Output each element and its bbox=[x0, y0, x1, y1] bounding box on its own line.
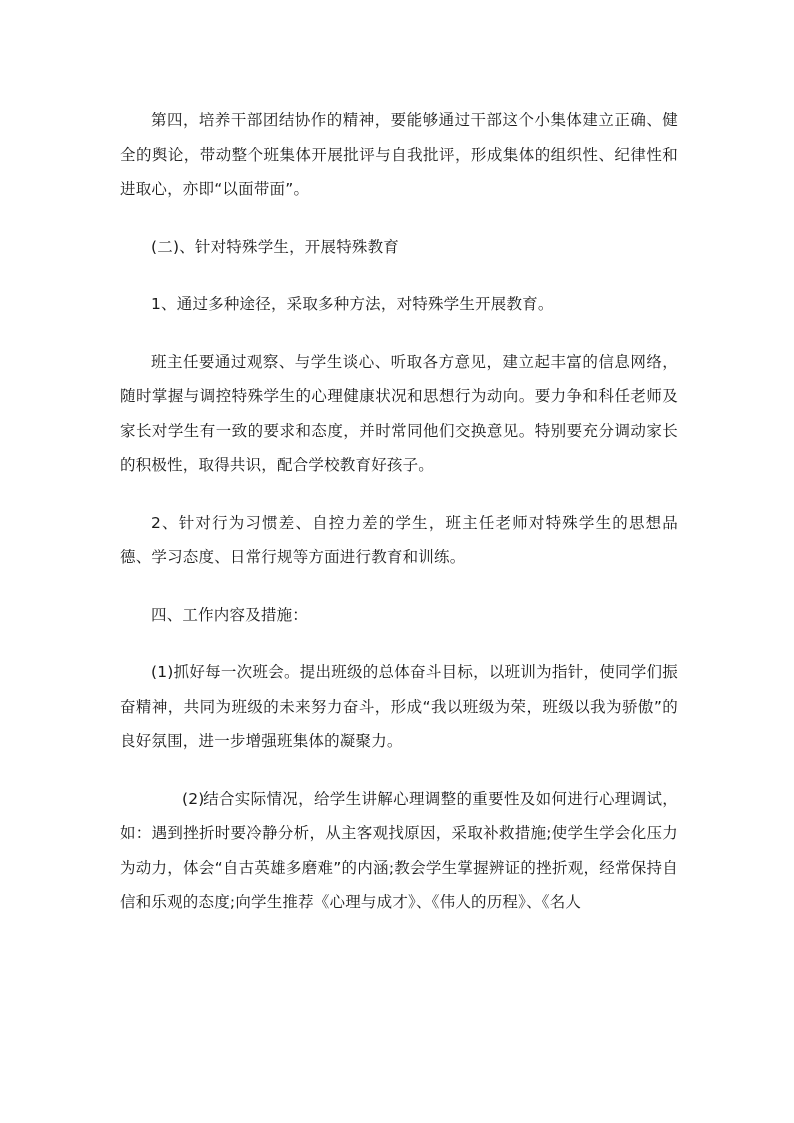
paragraph-gap bbox=[120, 759, 678, 782]
paragraph-gap bbox=[120, 207, 678, 230]
item-number-2: (2) bbox=[182, 789, 205, 808]
document-body bbox=[120, 103, 678, 920]
paragraph-psychology-adjustment bbox=[120, 782, 678, 920]
section-heading-work-content: 四、工作内容及措施： bbox=[151, 605, 309, 624]
paragraph-gap bbox=[120, 575, 678, 598]
paragraph-gap bbox=[120, 264, 678, 287]
paragraph-gap bbox=[120, 632, 678, 655]
paragraph-item-2: 2、针对行为习惯差、自控力差的学生，班主任老师对特殊学生的思想品德、学习态度、日常行规等方面进行教育和训练。 bbox=[120, 513, 678, 566]
paragraph-cadre-cooperation: 第四，培养干部团结协作的精神，要能够通过干部这个小集体建立正确、健全的舆论，带动整个班集体开展批评与自我批评，形成集体的组织性、纪律性和进取心，亦即“以面带面”。 bbox=[120, 111, 678, 198]
section-heading-special-students: (二)、针对特殊学生，开展特殊教育 bbox=[151, 237, 399, 256]
paragraph-gap bbox=[120, 322, 678, 345]
paragraph-head-teacher-info: 班主任要通过观察、与学生谈心、听取各方意见，建立起丰富的信息网络，随时掌握与调控特殊学生的心理健康状况和思想行为动向。要力争和科任老师及家长对学生有一致的要求和态度，并时常同他们交换意见。特别要充分调动家长的积极性，取得共识，配合学校教育好孩子。 bbox=[120, 352, 678, 474]
paragraph-class-meeting: (1)抓好每一次班会。提出班级的总体奋斗目标，以班训为指针，使同学们振奋精神，共同为班级的未来努力奋斗，形成“我以班级为荣，班级以我为骄傲”的良好氛围，进一步增强班集体的凝聚力。 bbox=[120, 663, 678, 750]
paragraph-gap bbox=[120, 483, 678, 506]
paragraph-item-1: 1、通过多种途径，采取多种方法，对特殊学生开展教育。 bbox=[151, 295, 554, 313]
paragraph-psychology-text: 结合实际情况，给学生讲解心理调整的重要性及如何进行心理调试，如：遇到挫折时要冷静分析，从主客观找原因，采取补救措施;使学生学会化压力为动力，体会“自古英雄多磨难”的内涵;教会学生掌握辨证的挫折观，经常保持自信和乐观的态度;向学生推荐《心理与成才》、《伟人的历程》、《名人 bbox=[120, 789, 678, 911]
